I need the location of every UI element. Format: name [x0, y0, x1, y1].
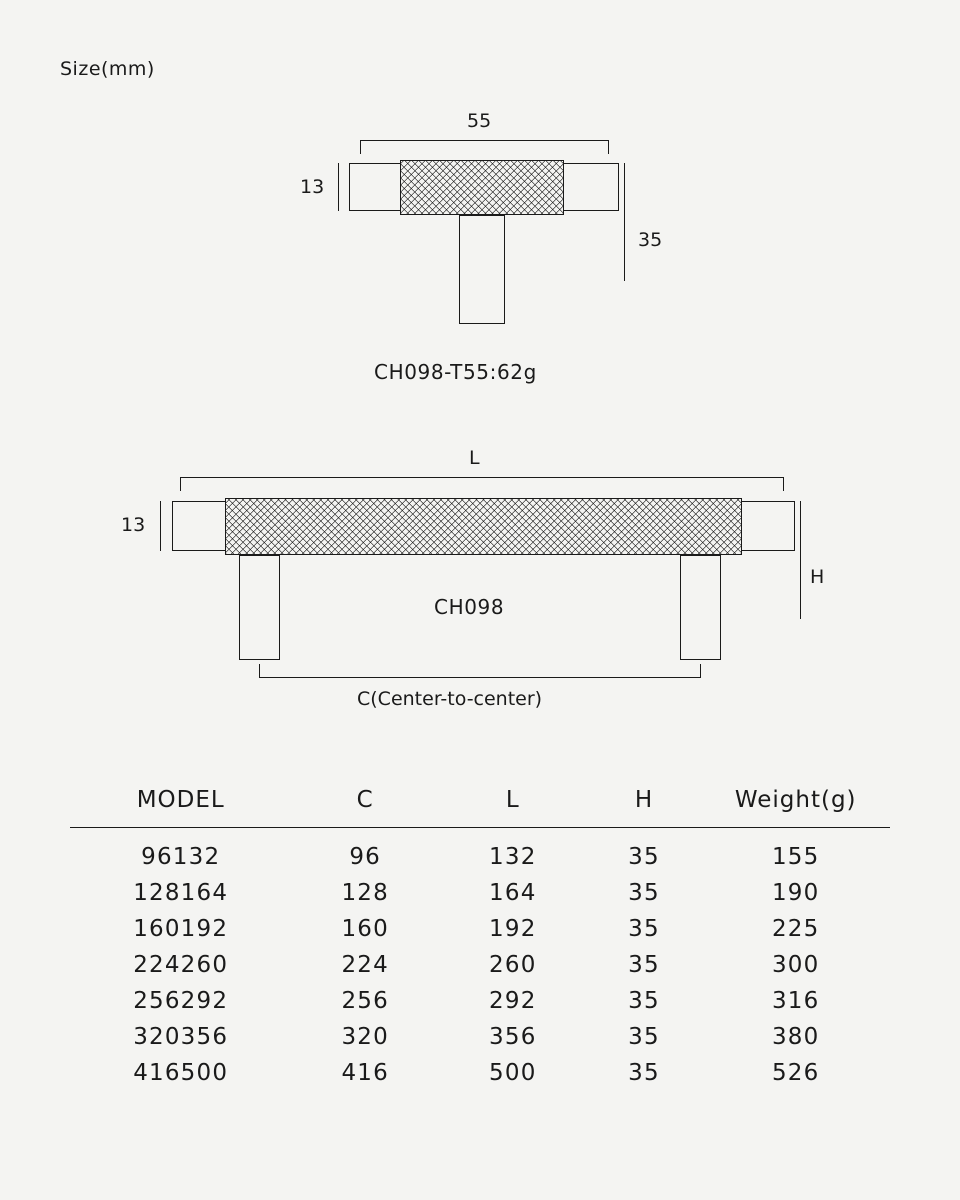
cell-weight: 155: [771, 844, 820, 870]
column-header-c: C: [356, 787, 374, 813]
cell-model: 128164: [133, 880, 229, 906]
top-drawing-caption: CH098-T55:62g: [374, 360, 537, 384]
table-row: [70, 1055, 890, 1091]
cell-weight: 190: [771, 880, 820, 906]
bottom-dim-label-H: H: [810, 566, 825, 588]
cell-weight: 380: [771, 1024, 820, 1050]
bottom-dim-label-L: L: [469, 447, 480, 469]
table-row: [70, 875, 890, 911]
cell-c: 160: [341, 916, 389, 942]
cell-model: 96132: [141, 844, 221, 870]
column-header-model: MODEL: [136, 787, 225, 813]
top-dim-label-55: 55: [467, 110, 492, 132]
cell-c: 128: [341, 880, 389, 906]
column-header-h: H: [634, 787, 654, 813]
table-row: [70, 828, 890, 876]
table-header-row: [70, 785, 890, 828]
top-dim-label-13: 13: [300, 176, 325, 198]
cell-c: 416: [341, 1060, 389, 1086]
cell-l: 356: [489, 1024, 537, 1050]
bar-right-cap: [733, 501, 795, 551]
cell-c: 256: [341, 988, 389, 1014]
bottom-drawing-model-label: CH098: [434, 595, 505, 619]
cell-weight: 225: [771, 916, 820, 942]
column-header-weight: Weight(g): [734, 787, 857, 813]
cell-model: 160192: [133, 916, 229, 942]
cell-model: 224260: [133, 952, 229, 978]
cell-model: 320356: [133, 1024, 229, 1050]
bar-post-left: [239, 555, 280, 660]
cell-weight: 526: [771, 1060, 820, 1086]
bottom-dim-label-13: 13: [121, 514, 146, 536]
top-dim-line-13: [338, 163, 339, 211]
cell-l: 192: [489, 916, 537, 942]
knob-knurled-body: [400, 160, 564, 215]
cell-l: 260: [489, 952, 537, 978]
bottom-dim-line-C: [259, 677, 701, 678]
cell-c: 96: [349, 844, 382, 870]
cell-l: 132: [489, 844, 537, 870]
bottom-dim-label-C: C(Center-to-center): [357, 688, 543, 710]
cell-h: 35: [628, 880, 660, 906]
table-row: [70, 911, 890, 947]
bar-post-right: [680, 555, 721, 660]
cell-h: 35: [628, 844, 660, 870]
table-row: [70, 947, 890, 983]
cell-weight: 300: [771, 952, 820, 978]
cell-h: 35: [628, 1024, 660, 1050]
knob-right-cap: [557, 163, 619, 211]
cell-l: 292: [489, 988, 537, 1014]
page-title: Size(mm): [60, 58, 155, 80]
bottom-dim-line-H: [800, 501, 801, 619]
bottom-dim-tick-c-left: [259, 664, 260, 678]
cell-weight: 316: [771, 988, 820, 1014]
cell-h: 35: [628, 916, 660, 942]
top-dim-line-55: [360, 140, 609, 141]
top-dim-label-35: 35: [638, 229, 663, 251]
column-header-l: L: [505, 787, 520, 813]
bottom-dim-tick-right: [783, 477, 784, 491]
cell-h: 35: [628, 1060, 660, 1086]
spec-table: [70, 785, 890, 1091]
table-row: [70, 983, 890, 1019]
cell-l: 164: [489, 880, 537, 906]
cell-h: 35: [628, 988, 660, 1014]
cell-l: 500: [489, 1060, 537, 1086]
top-dim-tick-left: [360, 140, 361, 154]
top-dim-tick-right: [608, 140, 609, 154]
bottom-dim-tick-left: [180, 477, 181, 491]
table-row: [70, 1019, 890, 1055]
bar-knurled-body: [225, 498, 742, 555]
cell-model: 256292: [133, 988, 229, 1014]
cell-c: 320: [341, 1024, 389, 1050]
cell-model: 416500: [133, 1060, 229, 1086]
bottom-dim-line-13: [160, 501, 161, 551]
knob-post: [459, 215, 505, 324]
top-dim-line-35: [624, 163, 625, 281]
cell-h: 35: [628, 952, 660, 978]
bottom-dim-tick-c-right: [700, 664, 701, 678]
bottom-dim-line-L: [180, 477, 784, 478]
cell-c: 224: [341, 952, 389, 978]
